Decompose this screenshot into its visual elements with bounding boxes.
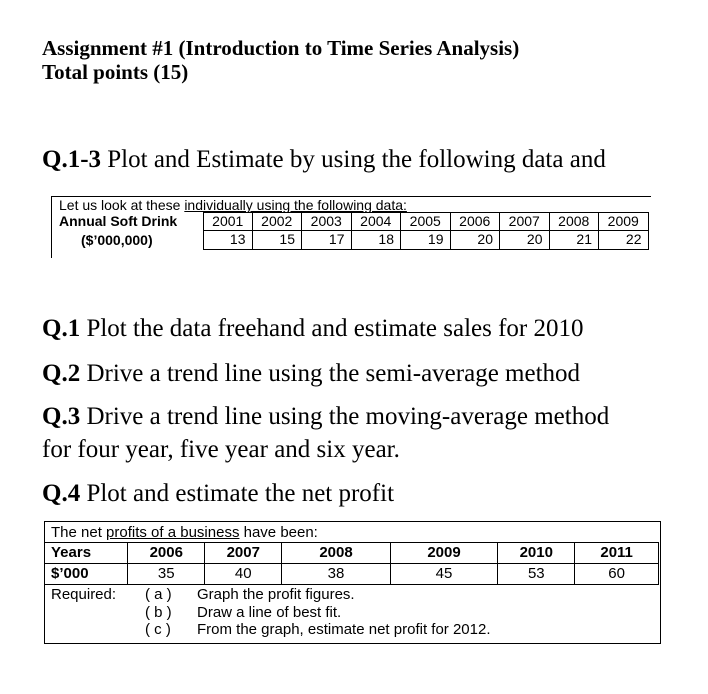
table-left-border: [51, 196, 52, 258]
value-cell: 13: [203, 231, 253, 250]
required-label: Required:: [51, 586, 117, 603]
year-cell: 2003: [302, 212, 352, 231]
value-cell: 40: [205, 564, 282, 585]
question-3: [42, 402, 609, 432]
item-key: ( a ): [145, 586, 172, 603]
value-cell: 45: [390, 564, 498, 585]
question-2: [42, 359, 580, 389]
years-label: Years: [45, 543, 128, 564]
value-cell: 53: [498, 564, 575, 585]
value-cell: 38: [282, 564, 391, 585]
question-text: Plot the data freehand and estimate sales for 2010: [80, 315, 584, 342]
year-grid: [203, 212, 649, 250]
item-text: Graph the profit figures.: [197, 586, 355, 603]
question-text: Drive a trend line using the moving-average method: [80, 403, 610, 430]
profit-grid: [44, 542, 659, 585]
year-cell: 2006: [451, 212, 501, 231]
value-cell: 35: [128, 564, 205, 585]
value-cell: 15: [253, 231, 303, 250]
soft-drink-table: [51, 196, 651, 258]
year-cell: 2006: [128, 543, 205, 564]
question-label: Q.2: [42, 360, 81, 387]
year-cell: 2002: [253, 212, 303, 231]
question-1-3: [42, 145, 606, 175]
item-key: ( c ): [145, 621, 171, 638]
value-cell: 17: [302, 231, 352, 250]
year-cell: 2011: [575, 543, 659, 564]
year-cell: 2005: [401, 212, 451, 231]
question-text: for four year, five year and six year.: [42, 436, 400, 463]
year-cell: 2004: [352, 212, 402, 231]
value-cell: 20: [451, 231, 501, 250]
table-intro: Let us look at these individually using the following data:: [59, 197, 407, 213]
table-intro: The net profits of a business have been:: [51, 524, 318, 541]
value-cell: 22: [599, 231, 649, 250]
question-3-continued: [42, 435, 400, 465]
list-item: [145, 586, 490, 604]
unit-label: ($’000,000): [81, 232, 153, 248]
item-text: From the graph, estimate net profit for 2012.: [197, 621, 491, 638]
assignment-title: Assignment #1 (Introduction to Time Series Analysis): [42, 36, 520, 60]
value-cell: 18: [352, 231, 402, 250]
year-cell: 2007: [205, 543, 282, 564]
year-cell: 2001: [203, 212, 253, 231]
question-4: [42, 479, 394, 509]
year-cell: 2007: [500, 212, 550, 231]
unit-label: $’000: [45, 564, 128, 585]
total-points: Total points (15): [42, 60, 189, 84]
question-label: Q.3: [42, 403, 81, 430]
value-cell: 60: [575, 564, 659, 585]
item-text: Draw a line of best fit.: [197, 603, 342, 621]
value-cell: 20: [500, 231, 550, 250]
table-row: [45, 543, 659, 564]
year-cell: 2008: [282, 543, 391, 564]
question-label: Q.4: [42, 480, 81, 507]
list-item: [145, 604, 490, 622]
table-row: [45, 564, 659, 585]
question-text: Drive a trend line using the semi-average method: [80, 360, 581, 387]
year-cell: 2009: [390, 543, 498, 564]
question-label: Q.1: [42, 315, 81, 342]
year-cell: 2009: [599, 212, 649, 231]
required-items: [145, 586, 490, 639]
question-1: [42, 314, 584, 344]
net-profit-table: [44, 521, 661, 644]
value-cell: 21: [550, 231, 600, 250]
year-cell: 2010: [498, 543, 575, 564]
question-label: Q.1-3: [42, 146, 102, 173]
year-cell: 2008: [550, 212, 600, 231]
question-text: Plot and estimate the net profit: [80, 480, 395, 507]
list-item: [145, 621, 490, 639]
question-text: Plot and Estimate by using the following data and: [101, 146, 606, 173]
row-label: Annual Soft Drink: [59, 213, 178, 229]
item-key: ( b ): [145, 603, 172, 621]
value-cell: 19: [401, 231, 451, 250]
